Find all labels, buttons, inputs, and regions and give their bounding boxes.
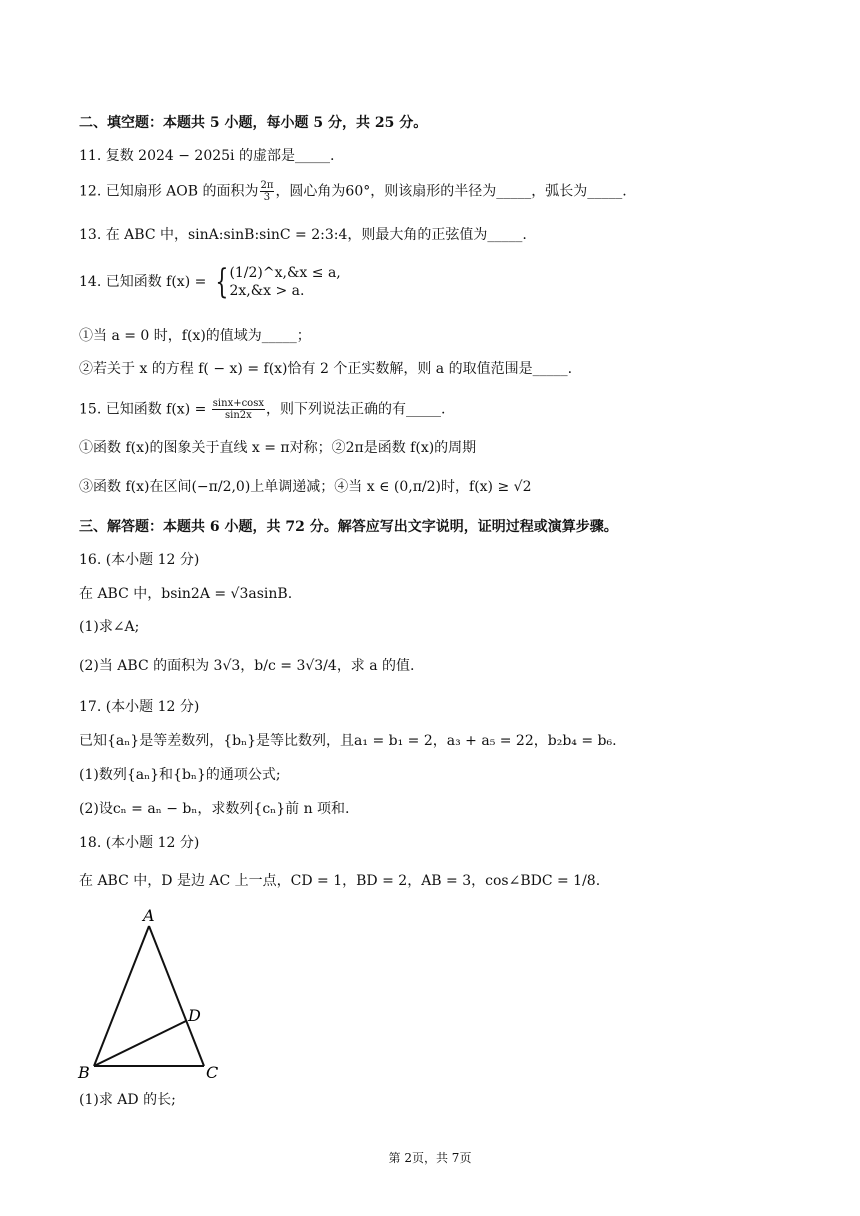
question-16-part2: (2)当 ABC 的面积为 3√3，b/c = 3√3/4，求 a 的值. (79, 658, 415, 674)
q15-fraction: $\frac{\sin x+\cos x}{\sin 2x}$ (212, 398, 264, 421)
piecewise-cases (229, 264, 340, 300)
question-18-title: 18. (本小题 12 分) (79, 835, 200, 851)
question-11: 11. 复数 2024 − 2025i 的虚部是_____. (79, 148, 335, 164)
label-d: D (188, 1006, 201, 1025)
question-14-part1: ①当 a = 0 时，f(x)的值域为_____； (79, 328, 311, 344)
question-15 (79, 398, 445, 421)
label-a: A (143, 906, 155, 925)
q14-pre: 14. 已知函数 f(x) = (79, 274, 211, 290)
question-17-part1: (1)数列{aₙ}和{bₙ}的通项公式; (79, 767, 281, 783)
q15-post: ，则下列说法正确的有_____. (265, 401, 446, 418)
question-17-title: 17. (本小题 12 分) (79, 699, 200, 715)
question-16-stem: 在 ABC 中，bsin2A = √3asinB. (79, 586, 293, 602)
label-c: C (206, 1063, 219, 1082)
question-16-part1: (1)求∠A; (79, 619, 140, 635)
question-15-options-1-2: ①函数 f(x)的图象关于直线 x = π对称；②2π是函数 f(x)的周期 (79, 440, 477, 456)
interval-neg-half-pi: (−π/2,0) (191, 479, 251, 495)
question-15-options-3-4: ③函数 f(x)在区间(−π/2,0)上单调递减；④当 x ∈ (0,π/2)时，f(x) ≥ √2 (79, 479, 532, 495)
q12-post: ，圆心角为60°，则该扇形的半径为_____，弧长为_____. (275, 183, 627, 200)
q15-pre: 15. 已知函数 f(x) = (79, 401, 211, 418)
q14-case1: (1/2)^x,&x ≤ a, (229, 265, 341, 281)
triangle-figure (76, 902, 236, 1082)
side-ac (149, 926, 204, 1066)
section-3-heading: 三、解答题：本题共 6 小题，共 72 分。解答应写出文字说明，证明过程或演算步骤。 (79, 519, 618, 535)
interval-half-pi: (0,π/2) (393, 479, 442, 495)
q12-fraction: $\frac{2\pi}{3}$ (260, 180, 274, 203)
question-14-part2: ②若关于 x 的方程 f( − x) = f(x)恰有 2 个正实数解，则 a 的取值范围是_____. (79, 361, 573, 377)
question-18-stem: 在 ABC 中，D 是边 AC 上一点，CD = 1，BD = 2，AB = 3，cos∠BDC = 1/8. (79, 873, 601, 889)
q16-ratio: b/c = 3√3/4 (254, 658, 337, 674)
question-16-title: 16. (本小题 12 分) (79, 552, 200, 568)
question-18-part1: (1)求 AD 的长; (79, 1092, 176, 1108)
question-17-part2: (2)设cₙ = aₙ − bₙ，求数列{cₙ}前 n 项和. (79, 801, 350, 817)
question-12 (79, 180, 627, 203)
q14-case2: 2x,&x > a. (229, 283, 305, 299)
question-13: 13. 在 ABC 中，sinA:sinB:sinC = 2:3:4，则最大角的正弦值为_____. (79, 227, 527, 243)
question-14 (79, 264, 341, 300)
label-b: B (78, 1063, 90, 1082)
side-ab (94, 926, 149, 1066)
q12-pre: 12. 已知扇形 AOB 的面积为 (79, 183, 259, 200)
piecewise-brace: { (215, 262, 229, 302)
section-2-heading: 二、填空题：本题共 5 小题，每小题 5 分，共 25 分。 (79, 115, 428, 131)
cos-value-fraction: 1/8 (573, 873, 596, 889)
page-footer: 第 2页，共 7页 (388, 1151, 472, 1165)
segment-bd (94, 1021, 186, 1066)
question-17-stem: 已知{aₙ}是等差数列，{bₙ}是等比数列，且a₁ = b₁ = 2，a₃ + a₅ = 22，b₂b₄ = b₆. (79, 733, 617, 749)
